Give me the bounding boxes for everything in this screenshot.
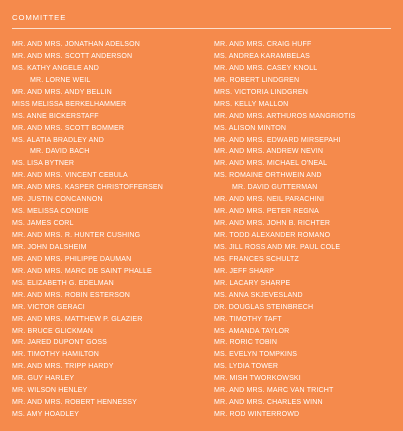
- committee-member-name: MR. ROBERT LINDGREN: [214, 76, 300, 84]
- committee-member-name: MR. LACARY SHARPE: [214, 279, 291, 287]
- committee-member-name: MS. LYDIA TOWER: [214, 363, 279, 371]
- committee-member-name: MS. MELISSA CONDIE: [12, 208, 89, 216]
- committee-member-name: MR. AND MRS. CHARLES WINN: [214, 399, 323, 407]
- committee-member-name: MR. JARED DUPONT GOSS: [12, 339, 108, 347]
- committee-member-name: MR. AND MRS. MARC DE SAINT PHALLE: [12, 267, 152, 275]
- committee-member-name: MR. AND MRS. NEIL PARACHINI: [214, 196, 325, 204]
- committee-member-name: MR. AND MRS. ROBERT HENNESSY: [12, 399, 137, 407]
- committee-member-name: MR. AND MRS. MARC VAN TRICHT: [214, 387, 334, 395]
- committee-member-name: MS. ALATIA BRADLEY AND: [12, 136, 104, 144]
- committee-member-name: MS. ANNE BICKERSTAFF: [12, 112, 99, 120]
- committee-member-name: MR. WILSON HENLEY: [12, 387, 88, 395]
- committee-column-left: [12, 39, 202, 421]
- committee-member-name: MR. RORIC TOBIN: [214, 339, 278, 347]
- committee-member-name: MR. AND MRS. SCOTT ANDERSON: [12, 52, 133, 60]
- committee-member-name: MR. AND MRS. JONATHAN ADELSON: [12, 41, 140, 48]
- committee-member-name: MR. TIMOTHY TAFT: [214, 315, 282, 323]
- committee-member-name: MS. ANDREA KARAMBELAS: [214, 52, 310, 60]
- committee-member-name: MR. AND MRS. SCOTT BOMMER: [12, 124, 125, 132]
- committee-member-name: MR. AND MRS. ANDREW NEVIN: [214, 148, 324, 156]
- committee-member-name: MR. AND MRS. CASEY KNOLL: [214, 64, 318, 72]
- committee-member-name: MR. JUSTIN CONCANNON: [12, 196, 103, 204]
- committee-member-name: MS. EVELYN TOMPKINS: [214, 351, 298, 359]
- committee-member-name: MR. AND MRS. ROBIN ESTERSON: [12, 291, 130, 299]
- heading-divider: [12, 28, 391, 29]
- committee-member-name: DR. DOUGLAS STEINBRECH: [214, 303, 314, 311]
- committee-member-name: MR. AND MRS. TRIPP HARDY: [12, 363, 114, 371]
- committee-member-name: MR. GUY HARLEY: [12, 375, 75, 383]
- committee-member-name: MS. JILL ROSS AND MR. PAUL COLE: [214, 243, 341, 251]
- committee-member-name: MRS. KELLY MALLON: [214, 100, 289, 108]
- committee-member-name: MR. AND MRS. MICHAEL O'NEAL: [214, 160, 328, 168]
- committee-member-name: MR. AND MRS. KASPER CHRISTOFFERSEN: [12, 184, 164, 192]
- committee-member-name: MS. ANNA SKJEVESLAND: [214, 291, 303, 299]
- committee-member-name: MS. ROMAINE ORTHWEIN AND: [214, 172, 322, 180]
- committee-member-name: MS. AMY HOADLEY: [12, 411, 80, 419]
- committee-member-name: MR. LORNE WEIL: [30, 76, 91, 84]
- committee-member-name: MS. LISA BYTNER: [12, 160, 75, 168]
- committee-member-name: MR. AND MRS. PHILIPPE DAUMAN: [12, 255, 132, 263]
- committee-member-name: MR. ROD WINTERROWD: [214, 411, 300, 419]
- committee-member-name: MS. ELIZABETH G. EDELMAN: [12, 279, 114, 287]
- committee-member-name: MRS. VICTORIA LINDGREN: [214, 88, 309, 96]
- committee-member-name: MS. AMANDA TAYLOR: [214, 327, 290, 335]
- committee-member-name: MR. AND MRS. EDWARD MIRSEPAHI: [214, 136, 341, 144]
- committee-member-name: MR. AND MRS. CRAIG HUFF: [214, 41, 312, 48]
- committee-member-name: MISS MELISSA BERKELHAMMER: [12, 100, 127, 108]
- committee-member-name: MR. DAVID GUTTERMAN: [232, 184, 318, 192]
- committee-member-name: MR. BRUCE GLICKMAN: [12, 327, 94, 335]
- committee-member-name: MS. ALISON MINTON: [214, 124, 287, 132]
- committee-member-name: MR. AND MRS. R. HUNTER CUSHING: [12, 232, 141, 239]
- committee-member-name: MR. TODD ALEXANDER ROMANO: [214, 232, 331, 239]
- committee-member-name: MR. JOHN DALSHEIM: [12, 243, 87, 251]
- committee-member-name: MR. MISH TWORKOWSKI: [214, 375, 301, 383]
- committee-member-name: MR. JEFF SHARP: [214, 267, 275, 275]
- committee-member-name: MR. AND MRS. VINCENT CEBULA: [12, 172, 128, 180]
- committee-member-name: MS. KATHY ANGELE AND: [12, 64, 99, 72]
- committee-member-name: MS. FRANCES SCHULTZ: [214, 255, 299, 263]
- committee-member-name: MR. DAVID BACH: [30, 148, 90, 156]
- committee-member-name: MR. AND MRS. JOHN B. RICHTER: [214, 220, 331, 228]
- committee-heading: COMMITTEE: [12, 13, 67, 22]
- committee-member-name: MR. AND MRS. ARTHUROS MANGRIOTIS: [214, 112, 356, 120]
- committee-column-right: [214, 39, 403, 421]
- committee-member-name: MR. VICTOR GERACI: [12, 303, 85, 311]
- committee-member-name: MR. AND MRS. ANDY BELLIN: [12, 88, 112, 96]
- committee-member-name: MR. TIMOTHY HAMILTON: [12, 351, 100, 359]
- committee-member-name: MS. JAMES CORL: [12, 220, 74, 228]
- committee-member-name: MR. AND MRS. MATTHEW P. GLAZIER: [12, 315, 143, 323]
- committee-member-name: MR. AND MRS. PETER REGNA: [214, 208, 320, 216]
